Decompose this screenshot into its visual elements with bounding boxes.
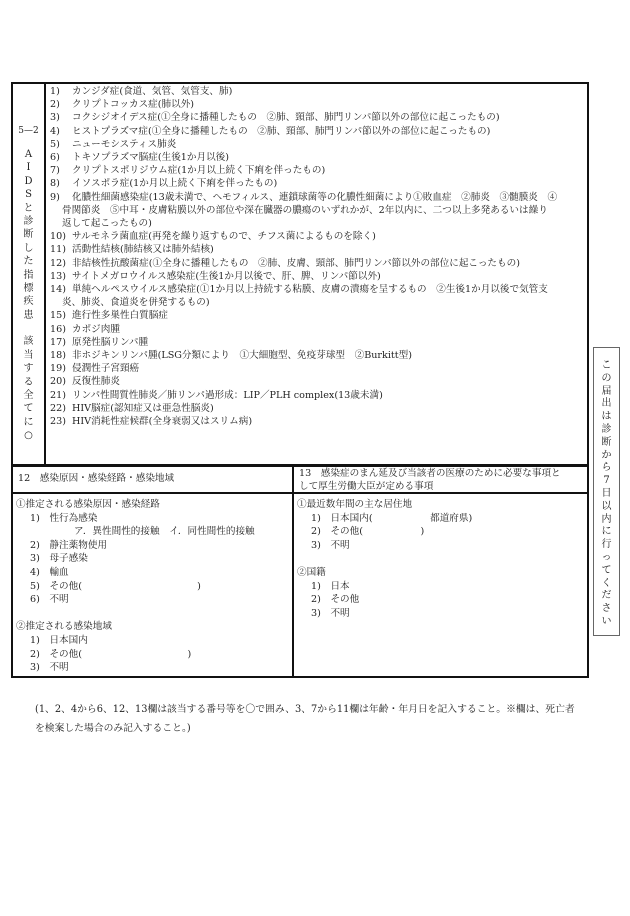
item-number: 14): [50, 284, 66, 296]
side-note-char: 7: [603, 475, 610, 487]
side-note-char: に: [601, 526, 612, 538]
vertical-label-char: 標: [23, 282, 34, 294]
side-note-char: 内: [601, 513, 612, 525]
footer-note-line: を検案した場合のみ記入すること。): [35, 723, 191, 734]
item-number: 21): [50, 389, 66, 401]
disease-item[interactable]: [50, 402, 587, 415]
item-text: カポジ肉腫: [72, 323, 120, 335]
option-item[interactable]: 1) 日本: [311, 580, 350, 592]
item-number: 9): [50, 191, 60, 203]
option-item[interactable]: 3) 不明: [30, 662, 69, 674]
vertical-label-char: A: [24, 149, 33, 160]
item-text: リンパ性間質性肺炎／肺リンパ過形成：LIP／PLH complex(13歳未満): [72, 389, 383, 401]
item-text: ニューモシスティス肺炎: [72, 138, 177, 150]
vertical-label-char: 診: [23, 215, 34, 227]
item-number: 12): [50, 257, 66, 269]
option-item[interactable]: 1) 日本国内( 都道府県): [311, 512, 473, 524]
disease-item[interactable]: [50, 309, 587, 322]
side-note-char: 以: [601, 500, 612, 512]
vertical-label-char: 疾: [23, 296, 34, 308]
section-12-body: [13, 494, 294, 676]
item-number: 10): [50, 231, 66, 243]
disease-item[interactable]: [50, 164, 587, 177]
item-text: 進行性多巣性白質脳症: [72, 310, 168, 322]
side-note-char: こ: [601, 360, 612, 371]
side-note-char: ら: [601, 462, 612, 474]
side-note-char: の: [601, 372, 612, 384]
option-item[interactable]: 2) 静注薬物使用: [30, 539, 108, 551]
vertical-label-char: す: [23, 363, 34, 375]
item-number: 17): [50, 336, 66, 348]
item-text: トキソプラズマ脳症(生後1か月以後): [72, 152, 230, 164]
indicator-disease-list: [50, 85, 587, 428]
item-text: イソスポラ症(1か月以上続く下痢を伴ったもの): [72, 178, 278, 190]
disease-item[interactable]: [50, 111, 587, 124]
item-number: 15): [50, 310, 66, 322]
disease-item[interactable]: [50, 323, 587, 336]
disease-item[interactable]: [50, 389, 587, 402]
side-note-char: 断: [601, 436, 612, 448]
item-number: 5): [50, 138, 60, 150]
item-number: 7): [50, 165, 60, 177]
vertical-label-char: S: [25, 189, 32, 201]
item-number: 2): [50, 99, 60, 111]
item-number: 8): [50, 178, 60, 190]
disease-item[interactable]: [50, 349, 587, 362]
side-note-char: い: [601, 615, 612, 627]
item-text: 原発性脳リンパ腫: [72, 336, 149, 348]
item-number: 22): [50, 402, 66, 414]
disease-item[interactable]: [50, 243, 587, 256]
item-number: 1): [50, 86, 60, 97]
item-text: コクシジオイデス症(①全身に播種したもの ②肺、頸部、肺門リンパ節以外の部位に起こったもの): [72, 112, 500, 124]
item-text: 化膿性細菌感染症(13歳未満で、ヘモフィルス、連鎖球菌等の化膿性細菌により①敗血症 ②肺炎 ③髄膜炎 ④: [72, 191, 558, 203]
item-text-continuation: 返して起こったもの): [62, 218, 152, 230]
item-text-continuation: 骨関節炎 ⑤中耳・皮膚粘膜以外の部位や深在臓器の膿瘍のいずれかが、2年以内に、二つ以上多発あるいは繰り: [62, 204, 548, 216]
disease-item[interactable]: [50, 230, 587, 243]
item-number: 6): [50, 152, 60, 164]
infection-region-heading: ②推定される感染地域: [16, 621, 112, 633]
vertical-label-char: た: [23, 256, 34, 268]
item-text: HIV消耗性症候群(全身衰弱又はスリム病): [72, 416, 253, 428]
vertical-label-char: に: [23, 416, 34, 428]
section-13-header-line: 13 感染症のまん延及び当該者の医療のために必要な事項と: [299, 468, 561, 479]
side-note-char: か: [601, 449, 612, 461]
disease-item[interactable]: [50, 257, 587, 270]
item-number: 20): [50, 376, 66, 388]
option-item[interactable]: 2) その他( ): [311, 526, 425, 538]
vertical-label-char: 当: [23, 349, 34, 361]
item-text: クリプトコッカス症(肺以外): [72, 99, 195, 111]
item-text: 侵潤性子宮頸癌: [72, 363, 140, 375]
disease-item[interactable]: [50, 125, 587, 138]
vertical-label: [13, 148, 44, 443]
vertical-label-char: し: [23, 242, 34, 254]
disease-item[interactable]: [50, 138, 587, 151]
vertical-label-char: 該: [23, 336, 34, 348]
submission-deadline-note: [593, 347, 620, 636]
section-5-2-table: [11, 82, 589, 466]
side-note-char: さ: [601, 603, 612, 615]
side-note-char: て: [601, 564, 612, 576]
disease-item[interactable]: [50, 85, 587, 98]
item-number: 18): [50, 350, 66, 362]
section-5-2-label-column: [13, 84, 46, 464]
vertical-label-char: D: [24, 175, 33, 187]
side-note-char: は: [601, 411, 612, 423]
option-item[interactable]: 3) 不明: [311, 539, 350, 551]
option-item[interactable]: 4) 輸血: [30, 566, 69, 578]
disease-item[interactable]: [50, 177, 587, 190]
vertical-label-char: 断: [23, 229, 34, 241]
side-note-char: 出: [601, 398, 612, 410]
item-text: ヒストプラズマ症(①全身に播種したもの ②肺、頸部、肺門リンパ節以外の部位に起こったもの): [72, 125, 491, 137]
item-text: サイトメガロウイルス感染症(生後1か月以後で、肝、脾、リンパ節以外): [72, 270, 381, 282]
vertical-label-char: I: [26, 162, 31, 174]
item-text: 単純ヘルペスウイルス感染症(①1か月以上持続する粘膜、皮膚の潰瘍を呈するもの ②生後1か月以後で気管支: [72, 284, 548, 296]
item-text: 活動性結核(肺結核又は肺外結核): [72, 244, 214, 256]
side-note-char: く: [601, 577, 612, 589]
item-text: サルモネラ菌血症(再発を繰り返すもので、チフス菌によるものを除く): [72, 231, 376, 243]
item-text-continuation: 炎、肺炎、食道炎を併発するもの): [62, 297, 210, 309]
section-13-body: [294, 494, 587, 676]
footer-instructions: [35, 700, 605, 738]
option-item[interactable]: 3) 不明: [311, 607, 350, 619]
item-text: 反復性肺炎: [72, 376, 120, 388]
option-item[interactable]: 2) その他: [311, 594, 360, 606]
vertical-label-char: て: [23, 403, 34, 415]
side-note-char: っ: [601, 551, 612, 563]
option-item[interactable]: 6) 不明: [30, 594, 69, 606]
disease-item[interactable]: [50, 283, 587, 296]
disease-item[interactable]: [50, 362, 587, 375]
item-text: クリプトスポリジウム症(1か月以上続く下痢を伴ったもの): [72, 165, 326, 177]
disease-item[interactable]: [50, 375, 587, 388]
disease-item[interactable]: [50, 270, 587, 283]
item-text: 非結核性抗酸菌症(①全身に播種したもの ②肺、皮膚、頸部、肺門リンパ節以外の部位に起こったもの): [72, 257, 520, 269]
section-13-header-line: して厚生労働大臣が定める事項: [299, 480, 434, 492]
side-note-char: 行: [601, 539, 612, 551]
section-13-header: [294, 467, 587, 494]
disease-item[interactable]: [50, 151, 587, 164]
side-note-char: 日: [601, 487, 612, 499]
item-number: 3): [50, 112, 60, 124]
sections-12-13-table: [11, 465, 589, 678]
section-code: 5—2: [18, 126, 39, 136]
option-item[interactable]: 1) 日本国内: [30, 634, 88, 646]
vertical-label-char: と: [23, 202, 34, 214]
option-item[interactable]: 5) その他( ): [30, 580, 201, 592]
item-number: 23): [50, 416, 66, 428]
vertical-label-char: [13, 322, 44, 335]
vertical-label-char: ○: [24, 430, 33, 442]
option-item[interactable]: 2) その他( ): [30, 648, 192, 660]
vertical-label-char: る: [23, 376, 34, 388]
item-text: カンジダ症(食道、気管、気管支、肺): [72, 86, 233, 97]
vertical-label-char: 患: [23, 309, 34, 321]
sexual-contact-options[interactable]: ア．異性間性的接触 イ．同性間性的接触: [74, 526, 255, 538]
disease-item[interactable]: [50, 191, 587, 204]
footer-note-line: (1、2、4から6、12、13欄は該当する番号等を〇で囲み、3、7から11欄は年齢・年月日を記入すること。※欄は、死亡者: [35, 704, 575, 715]
disease-item[interactable]: [50, 415, 587, 428]
item-text: HIV脳症(認知症又は亜急性脳炎): [72, 402, 214, 414]
item-number: 4): [50, 125, 60, 137]
side-note-char: 届: [601, 385, 612, 397]
side-note-char: 診: [601, 423, 612, 435]
item-number: 16): [50, 323, 66, 335]
item-number: 19): [50, 363, 66, 375]
vertical-label-char: 指: [23, 269, 34, 281]
item-number: 13): [50, 270, 66, 282]
disease-item[interactable]: [50, 336, 587, 349]
vertical-label-char: 全: [23, 390, 34, 402]
item-number: 11): [50, 244, 66, 256]
nationality-heading: ②国籍: [297, 566, 326, 578]
option-item[interactable]: 1) 性行為感染: [30, 512, 98, 524]
option-item[interactable]: 3) 母子感染: [30, 553, 88, 565]
disease-item[interactable]: [50, 98, 587, 111]
item-text: 非ホジキンリンパ腫(LSG分類により ①大細胞型、免疫芽球型 ②Burkitt型): [72, 350, 412, 362]
residence-heading: ①最近数年間の主な居住地: [297, 499, 413, 510]
side-note-char: だ: [601, 590, 612, 602]
infection-route-heading: ①推定される感染原因・感染経路: [16, 499, 160, 510]
section-12-header: 12 感染原因・感染経路・感染地域: [13, 467, 294, 494]
